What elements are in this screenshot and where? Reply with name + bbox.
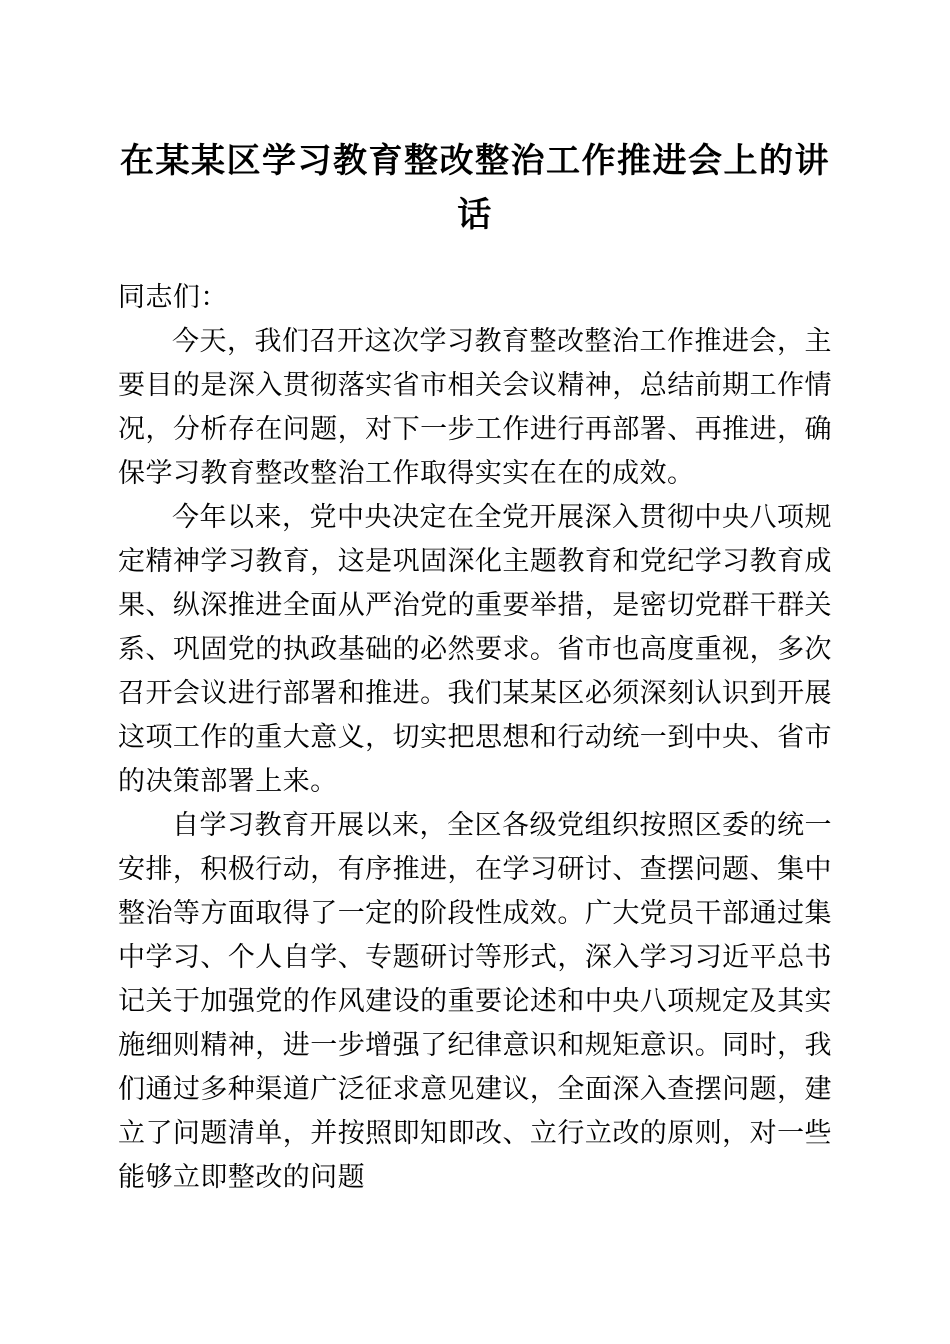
paragraph-3: 自学习教育开展以来，全区各级党组织按照区委的统一安排，积极行动，有序推进，在学习研讨、查摆问题、集中整治等方面取得了一定的阶段性成效。广大党员干部通过集中学习、个人自学、专题研讨等形式，深入学习习近平总书记关于加强党的作风建设的重要论述和中央八项规定及其实施细则精神，进一步增强了纪律意识和规矩意识。同时，我们通过多种渠道广泛征求意见建议，全面深入查摆问题，建立了问题清单，并按照即知即改、立行立改的原则，对一些能够立即整改的问题 [118,810,832,1192]
paragraph-2: 今年以来，党中央决定在全党开展深入贯彻中央八项规定精神学习教育，这是巩固深化主题教育和党纪学习教育成果、纵深推进全面从严治党的重要举措，是密切党群干群关系、巩固党的执政基础的必然要求。省市也高度重视，多次召开会议进行部署和推进。我们某某区必须深刻认识到开展这项工作的重大意义，切实把思想和行动统一到中央、省市的决策部署上来。 [118,502,832,796]
salutation: 同志们： [118,282,228,312]
document-body [118,275,832,1199]
paragraph-1: 今天，我们召开这次学习教育整改整治工作推进会，主要目的是深入贯彻落实省市相关会议精神，总结前期工作情况，分析存在问题，对下一步工作进行再部署、再推进，确保学习教育整改整治工作取得实实在在的成效。 [118,326,832,488]
document-title: 在某某区学习教育整改整治工作推进会上的讲话 [120,143,830,234]
